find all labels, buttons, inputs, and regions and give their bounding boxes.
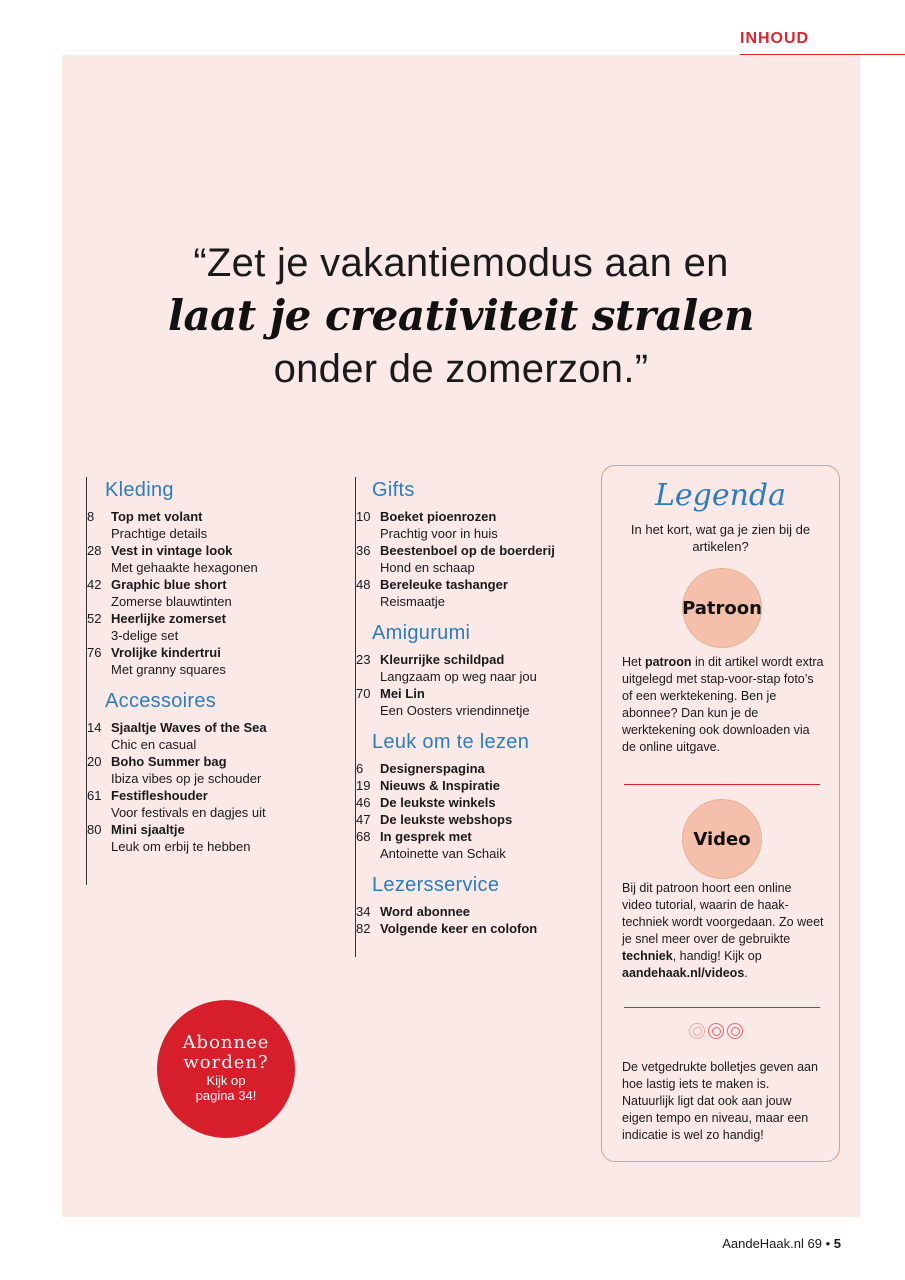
toc-entry-text [111, 610, 311, 644]
toc-entry[interactable] [356, 542, 595, 576]
toc-section-title: Lezersservice [372, 874, 500, 896]
toc-section-title: Leuk om te lezen [372, 731, 530, 753]
toc-entry-subtitle: Hond en schaap [380, 560, 475, 575]
toc-section [356, 872, 595, 937]
yarn-ball-icon [727, 1023, 743, 1039]
toc-entry-text [380, 542, 595, 576]
toc-entry-text [380, 903, 595, 920]
toc-entry[interactable] [356, 508, 595, 542]
video-badge [682, 799, 762, 879]
toc-entry[interactable] [356, 903, 595, 920]
toc-entry-title: In gesprek met [380, 829, 472, 844]
toc-page-number: 8 [87, 509, 95, 524]
toc-entry-text [111, 542, 311, 576]
toc-section-title: Amigurumi [372, 622, 471, 644]
toc-entry[interactable] [87, 508, 311, 542]
toc-entry-subtitle: Prachtig voor in huis [380, 526, 498, 541]
toc-entry[interactable] [87, 719, 311, 753]
page-footer [722, 1236, 841, 1251]
publication-name: AandeHaak.nl 69 [722, 1236, 822, 1251]
toc-entry-subtitle: Chic en casual [111, 737, 197, 752]
video-label: Video [693, 828, 751, 850]
toc-page-number: 14 [87, 720, 102, 735]
toc-entry-title: Vrolijke kindertrui [111, 645, 221, 660]
toc-entry-title: Boho Summer bag [111, 754, 227, 769]
toc-entry-subtitle: Een Oosters vriendinnetje [380, 703, 530, 718]
patroon-label: Patroon [682, 597, 762, 619]
toc-entry-text [111, 508, 311, 542]
subscribe-line-2: worden? [183, 1052, 269, 1073]
legend-title: Legenda [654, 478, 787, 513]
toc-entry[interactable] [87, 576, 311, 610]
toc-entry-title: De leukste webshops [380, 812, 513, 827]
patroon-badge [682, 568, 762, 648]
toc-entry-title: Sjaaltje Waves of the Sea [111, 720, 267, 735]
toc-section [356, 477, 595, 610]
subscribe-line-3: Kijk op [206, 1073, 246, 1088]
toc-section [356, 729, 595, 862]
toc-entry-text [111, 644, 311, 678]
toc-entry-text [380, 685, 595, 719]
toc-entry-title: Festifleshouder [111, 788, 208, 803]
toc-section [87, 477, 311, 678]
toc-entry-title: Mini sjaaltje [111, 822, 185, 837]
video-description [622, 880, 824, 982]
toc-section [356, 620, 595, 719]
toc-page-number: 47 [356, 812, 371, 827]
toc-entry-text [380, 920, 595, 937]
toc-page-number: 48 [356, 577, 371, 592]
patroon-text-a: Het [622, 655, 645, 669]
toc-entry-title: Designerspagina [380, 761, 485, 776]
video-text-c: , handig! Kijk op [672, 949, 762, 963]
toc-entry-text [111, 821, 311, 855]
toc-page-number: 52 [87, 611, 102, 626]
toc-entry-text [111, 787, 311, 821]
video-text-a: Bij dit patroon hoort een online video tutorial, waarin de haak-techniek wordt voorgedaan. Zo weet je snel meer over de gebruikte [622, 881, 824, 946]
toc-page-number: 46 [356, 795, 371, 810]
toc-page-number: 36 [356, 543, 371, 558]
toc-page-number: 6 [356, 761, 364, 776]
toc-entry-text [380, 760, 595, 777]
toc-entry-subtitle: Voor festivals en dagjes uit [111, 805, 266, 820]
toc-entry[interactable] [87, 787, 311, 821]
toc-entry-text [380, 828, 595, 862]
toc-entry-text [380, 651, 595, 685]
toc-entry-text [380, 777, 595, 794]
toc-entry-subtitle: Reismaatje [380, 594, 446, 609]
toc-column-left [86, 477, 311, 885]
toc-entry[interactable] [356, 760, 595, 777]
subscribe-badge[interactable] [157, 1000, 295, 1138]
toc-page-number: 80 [87, 822, 102, 837]
toc-entry[interactable] [356, 777, 595, 794]
toc-entry-title: Kleurrijke schildpad [380, 652, 505, 667]
video-link-text: aandehaak.nl/videos [622, 966, 745, 980]
toc-page-number: 10 [356, 509, 371, 524]
toc-entry-subtitle: Langzaam op weg naar jou [380, 669, 537, 684]
toc-page-number: 34 [356, 904, 371, 919]
toc-entry-subtitle: Met granny squares [111, 662, 226, 677]
toc-entry-subtitle: Zomerse blauwtinten [111, 594, 232, 609]
toc-page-number: 76 [87, 645, 102, 660]
toc-entry-title: Top met volant [111, 509, 203, 524]
toc-entry-subtitle: 3-delige set [111, 628, 179, 643]
section-header [740, 30, 905, 55]
legend-divider [624, 784, 820, 785]
toc-entry[interactable] [87, 610, 311, 644]
toc-entry[interactable] [87, 821, 311, 855]
toc-entry-text [380, 811, 595, 828]
toc-page-number: 61 [87, 788, 102, 803]
toc-section-title: Accessoires [105, 690, 217, 712]
subscribe-line-4: pagina 34! [195, 1088, 257, 1103]
quote-line-2: laat je creativiteit stralen [168, 291, 754, 340]
toc-entry-text [380, 576, 595, 610]
yarn-ball-icon [708, 1023, 724, 1039]
toc-page-number: 20 [87, 754, 102, 769]
hero-quote [62, 240, 860, 392]
toc-entry[interactable] [356, 576, 595, 610]
toc-entry[interactable] [87, 542, 311, 576]
difficulty-description: De vetgedrukte bolletjes geven aan hoe lastig iets te maken is. Natuurlijk ligt dat ook aan jouw eigen tempo en niveau, maar een indicatie is wel zo handig! [622, 1060, 818, 1142]
toc-page-number: 19 [356, 778, 371, 793]
toc-page-number: 23 [356, 652, 371, 667]
toc-entry-subtitle: Leuk om erbij te hebben [111, 839, 251, 854]
toc-page-number: 70 [356, 686, 371, 701]
toc-entry[interactable] [356, 828, 595, 862]
toc-page-number: 68 [356, 829, 371, 844]
quote-line-3: onder de zomerzon.” [273, 347, 649, 391]
toc-entry-title: Bereleuke tashanger [380, 577, 508, 592]
toc-entry[interactable] [356, 685, 595, 719]
toc-entry-title: Graphic blue short [111, 577, 227, 592]
page-number: 5 [833, 1236, 841, 1251]
toc-entry-subtitle: Prachtige details [111, 526, 208, 541]
toc-entry-subtitle: Met gehaakte hexagonen [111, 560, 258, 575]
toc-entry[interactable] [87, 753, 311, 787]
toc-entry-text [380, 508, 595, 542]
toc-entry-title: Nieuws & Inspiratie [380, 778, 500, 793]
subscribe-line-1: Abonnee [182, 1032, 270, 1053]
video-text-e: . [744, 966, 748, 980]
toc-entry-title: De leukste winkels [380, 795, 496, 810]
toc-entry-title: Mei Lin [380, 686, 425, 701]
toc-entry-text [111, 719, 311, 753]
toc-entry-title: Heerlijke zomerset [111, 611, 226, 626]
toc-entry-title: Beestenboel op de boerderij [380, 543, 555, 558]
toc-entry-title: Vest in vintage look [111, 543, 233, 558]
toc-entry[interactable] [87, 644, 311, 678]
yarn-ball-icon [689, 1023, 705, 1039]
legend-divider [624, 1007, 820, 1008]
toc-column-middle [355, 477, 595, 957]
quote-line-1: “Zet je vakantiemodus aan en [193, 241, 729, 285]
footer-bullet: • [825, 1236, 831, 1251]
toc-entry[interactable] [356, 811, 595, 828]
toc-section-title: Gifts [372, 479, 415, 501]
toc-entry[interactable] [356, 920, 595, 937]
difficulty-indicator [689, 1023, 743, 1039]
legend-subtitle: In het kort, wat ga je zien bij de artikelen? [630, 522, 811, 554]
toc-entry[interactable] [356, 651, 595, 685]
toc-page-number: 42 [87, 577, 102, 592]
toc-entry-subtitle: Antoinette van Schaik [380, 846, 506, 861]
toc-page-number: 28 [87, 543, 102, 558]
toc-entry-title: Boeket pioenrozen [380, 509, 497, 524]
toc-entry-title: Word abonnee [380, 904, 471, 919]
toc-entry-title: Volgende keer en colofon [380, 921, 538, 936]
video-text-bold: techniek [622, 949, 673, 963]
patroon-text-c: in dit artikel wordt extra uitgelegd met stap-voor-stap foto’s of een werktekening. Ben je abonnee? Dan kun je de werktekening ook downloaden via de online uitgave. [622, 655, 824, 754]
toc-entry-text [111, 753, 311, 787]
toc-section [87, 688, 311, 855]
patroon-text-bold: patroon [644, 655, 692, 669]
patroon-description [622, 654, 824, 756]
legend-box [601, 465, 840, 1162]
toc-entry-subtitle: Ibiza vibes op je schouder [111, 771, 262, 786]
toc-page-number: 82 [356, 921, 371, 936]
toc-entry[interactable] [356, 794, 595, 811]
section-header-label: INHOUD [740, 30, 810, 47]
toc-entry-text [380, 794, 595, 811]
toc-entry-text [111, 576, 311, 610]
toc-section-title: Kleding [105, 479, 174, 501]
